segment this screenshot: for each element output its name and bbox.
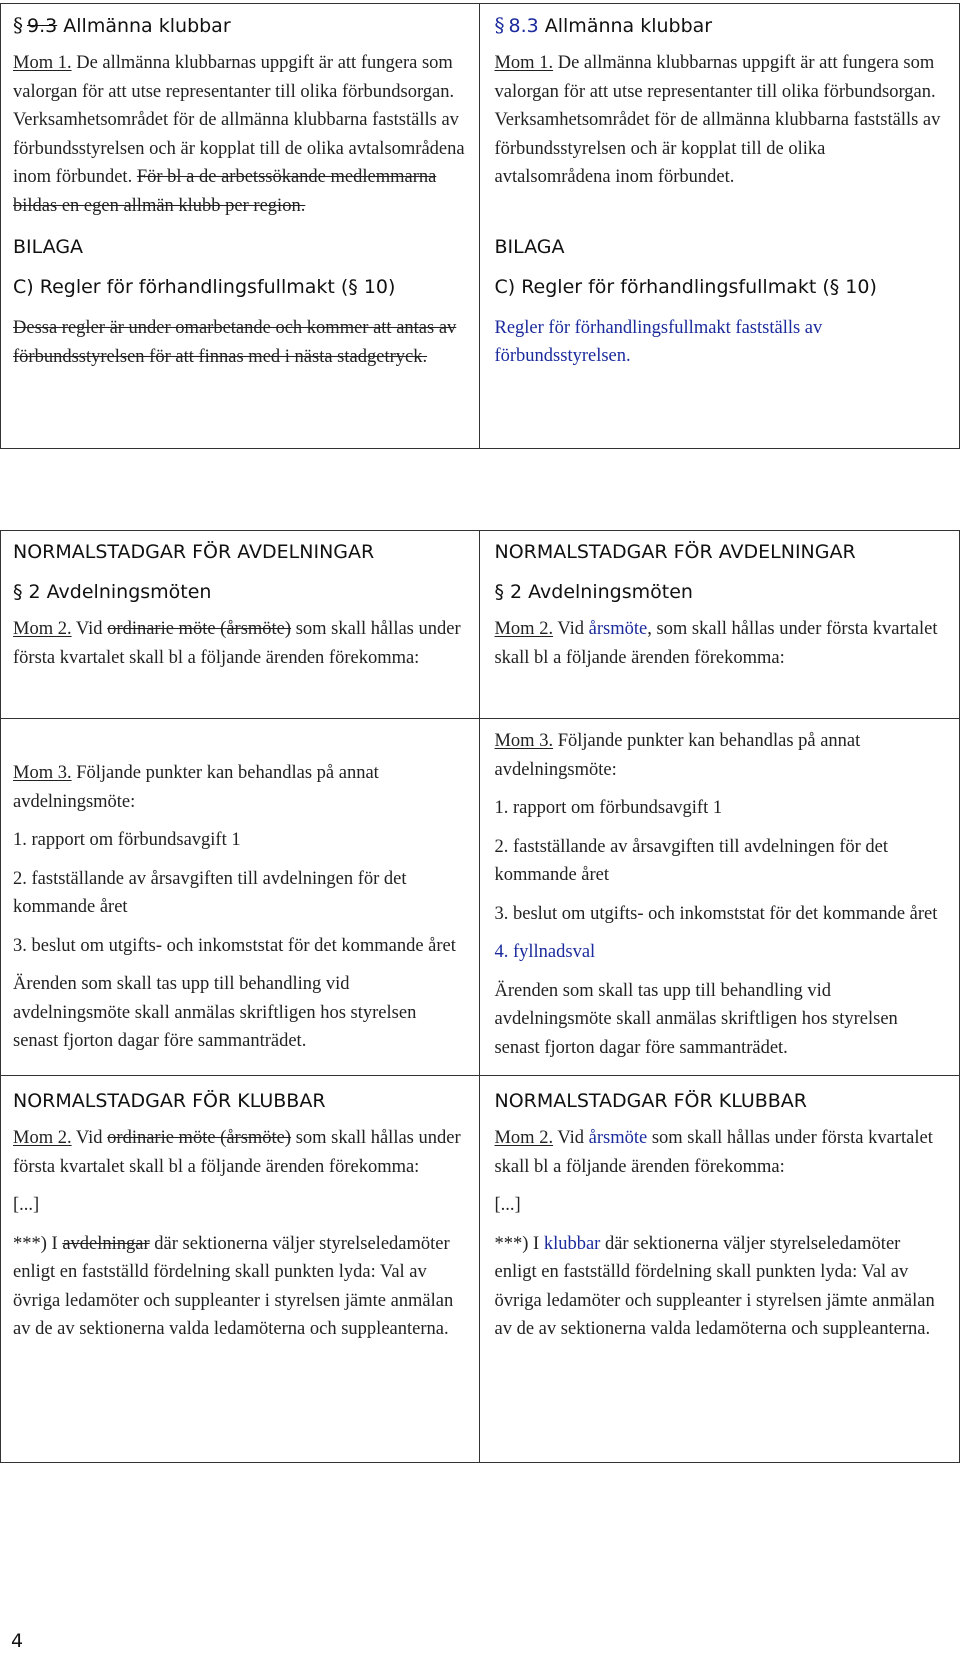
mom-label: Mom 2. (494, 1128, 554, 1148)
old-avdelningar-mom2 (1, 531, 480, 719)
list-item: 1. rapport om förbundsavgift 1 (494, 798, 723, 818)
note-text: ***) I (494, 1233, 540, 1254)
mom-1-paragraph (13, 49, 465, 220)
normalstadgar-avdelningar-heading: NORMALSTADGAR FÖR AVDELNINGAR (13, 541, 375, 563)
mom-text: Vid (557, 1128, 585, 1148)
mom-text: Vid (75, 1128, 103, 1148)
list-item-added: 4. fyllnadsval (494, 942, 596, 962)
mom-text: Vid (75, 619, 103, 639)
mom-2-paragraph (13, 615, 465, 672)
closing-paragraph: Ärenden som skall tas upp till behandling vid avdelningsmöte skall anmälas skriftligen hos styrelsen senast fjorton dagar före sammanträdet. (494, 980, 898, 1058)
comparison-table-klubbar (0, 3, 960, 449)
ellipsis: [...] (494, 1195, 521, 1215)
footnote-paragraph (13, 1230, 465, 1344)
section-title: Allmänna klubbar (63, 15, 231, 37)
mom-text: De allmänna klubbarnas uppgift är att fungera som valorgan för att utse representanter till olika förbundsorgan. Verksamhetsområdet för de allmänna klubbarna fastställs av förbundsstyrelsen och är kopplat till de olika avtalsområdena inom förbundet. (13, 53, 465, 187)
mom-2-paragraph (13, 1124, 465, 1181)
section-number-new: 8.3 (508, 15, 539, 37)
mom-text: som skall hållas under första kvartalet skall bl a följande ärenden förekomma: (494, 1128, 933, 1177)
mom-2-paragraph (494, 1124, 945, 1181)
note-text: ***) I (13, 1233, 58, 1254)
mom-2-paragraph (494, 615, 945, 672)
added-text: årsmöte (588, 1128, 648, 1148)
section-heading (494, 12, 945, 39)
struck-text: ordinarie möte (årsmöte) (107, 1128, 292, 1148)
comparison-table-normalstadgar (0, 530, 960, 1463)
footnote-paragraph (494, 1230, 945, 1344)
section-title: Allmänna klubbar (544, 15, 713, 37)
page-number: 4 (11, 1630, 24, 1652)
list-item: 2. fastställande av årsavgiften till avdelningen för det kommande året (13, 868, 407, 917)
section-number-struck: 9.3 (27, 15, 58, 37)
mom-text: Vid (557, 619, 585, 639)
note-text: där sektionerna väljer styrelseledamöter enligt en fastställd fördelning skall punkten lyda: Val av övriga ledamöter och suppleanter i styrelsen jämte anmälan av de av sektionerna valda ledamöterna och suppleanterna. (494, 1233, 935, 1339)
mom-3-paragraph (13, 759, 465, 816)
list-item: 3. beslut om utgifts- och inkomststat för det kommande året (494, 903, 938, 924)
new-avdelningar-mom2 (480, 531, 960, 719)
old-avdelningar-mom3 (1, 719, 480, 1076)
c-heading: C) Regler för förhandlingsfullmakt (§ 10) (494, 275, 877, 298)
c-paragraph-new: Regler för förhandlingsfullmakt fastställs av förbundsstyrelsen. (494, 317, 823, 366)
new-klubbar-section (480, 1076, 960, 1463)
old-text-column (1, 4, 480, 449)
mom-text: Följande punkter kan behandlas på annat avdelningsmöte: (494, 731, 861, 780)
closing-paragraph: Ärenden som skall tas upp till behandling vid avdelningsmöte skall anmälas skriftligen hos styrelsen senast fjorton dagar före sammanträdet. (13, 974, 417, 1051)
new-avdelningar-mom3 (480, 719, 960, 1076)
mom-text: som skall hållas under första kvartalet skall bl a följande ärenden förekomma: (13, 1128, 461, 1177)
avdelningsmoten-subheading: § 2 Avdelningsmöten (494, 581, 693, 603)
struck-text: ordinarie möte (årsmöte) (107, 619, 292, 639)
ellipsis: [...] (13, 1195, 40, 1215)
mom-text: som skall hållas under första kvartalet skall bl a följande ärenden förekomma: (13, 619, 461, 668)
bilaga-heading: BILAGA (494, 235, 565, 258)
mom-label: Mom 2. (13, 1128, 72, 1148)
section-heading (13, 12, 465, 39)
list-item: 1. rapport om förbundsavgift 1 (13, 830, 241, 850)
mom-label: Mom 1. (13, 53, 72, 73)
mom-label: Mom 3. (494, 731, 554, 751)
added-text: årsmöte (588, 619, 648, 639)
mom-text: Följande punkter kan behandlas på annat avdelningsmöte: (13, 763, 379, 812)
normalstadgar-klubbar-heading: NORMALSTADGAR FÖR KLUBBAR (13, 1090, 326, 1112)
struck-text: Dessa regler är under omarbetande och kommer att antas av förbundsstyrelsen för att finnas med i nästa stadgetryck. (13, 318, 457, 367)
normalstadgar-avdelningar-heading: NORMALSTADGAR FÖR AVDELNINGAR (494, 541, 856, 563)
note-text: där sektionerna väljer styrelseledamöter enligt en fastställd fördelning skall punkten lyda: Val av övriga ledamöter och suppleanter i styrelsen jämte anmälan av de av sektionerna valda ledamöterna och suppleanterna. (13, 1233, 454, 1339)
struck-text: avdelningar (62, 1233, 150, 1254)
list-item: 2. fastställande av årsavgiften till avdelningen för det kommande året (494, 836, 888, 885)
struck-text: För bl a de arbetssökande medlemmarna bildas en egen allmän klubb per region. (13, 167, 437, 216)
new-text-column (480, 4, 960, 449)
c-paragraph-struck (13, 314, 465, 371)
old-klubbar-section (1, 1076, 480, 1463)
mom-label: Mom 1. (494, 53, 554, 73)
list-item: 3. beslut om utgifts- och inkomststat för det kommande året (13, 935, 456, 956)
c-heading: C) Regler för förhandlingsfullmakt (§ 10) (13, 276, 396, 298)
normalstadgar-klubbar-heading: NORMALSTADGAR FÖR KLUBBAR (494, 1090, 808, 1112)
mom-1-paragraph (494, 49, 945, 192)
mom-label: Mom 3. (13, 763, 72, 783)
bilaga-heading: BILAGA (13, 236, 84, 258)
mom-text: , som skall hållas under första kvartalet skall bl a följande ärenden förekomma: (494, 619, 938, 668)
section-symbol: § (13, 13, 23, 37)
section-symbol: § (494, 13, 505, 37)
avdelningsmoten-subheading: § 2 Avdelningsmöten (13, 581, 212, 603)
added-text: klubbar (543, 1233, 601, 1254)
mom-text: De allmänna klubbarnas uppgift är att fungera som valorgan för att utse representanter till olika förbundsorgan. Verksamhetsområdet för de allmänna klubbarna fastställs av förbundsstyrelsen och är kopplat till de olika avtalsområdena inom förbundet. (494, 53, 941, 187)
mom-label: Mom 2. (494, 619, 554, 639)
mom-label: Mom 2. (13, 619, 72, 639)
mom-3-paragraph (494, 727, 945, 784)
